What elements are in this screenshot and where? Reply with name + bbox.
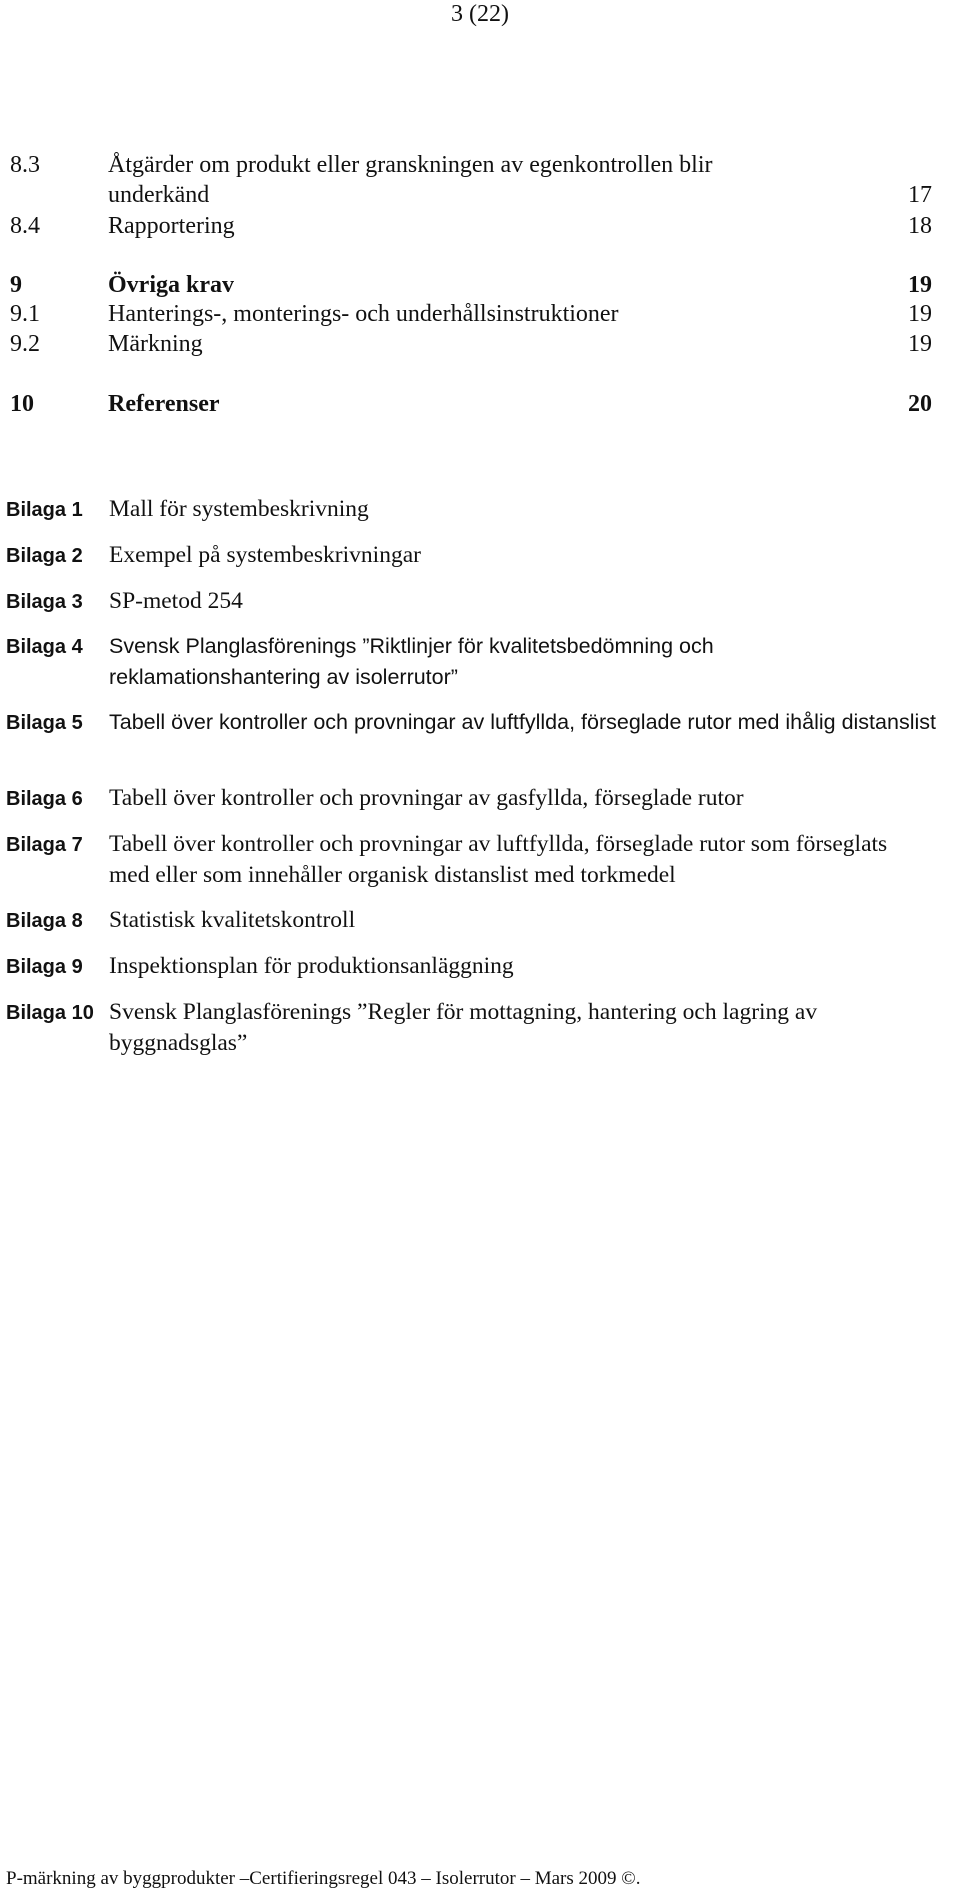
- appendix-text: Tabell över kontroller och provningar av gasfyllda, förseglade rutor: [109, 785, 744, 811]
- toc-page: 17: [908, 182, 932, 208]
- appendix-text: Svensk Planglasförenings ”Riktlinjer för kvalitetsbedömning och reklamationshantering av isolerrutor”: [109, 634, 714, 689]
- toc-title: Åtgärder om produkt eller granskningen av egenkontrollen blir underkänd: [108, 152, 713, 208]
- toc-number: 8.3: [10, 152, 40, 178]
- toc-number: 9: [10, 272, 22, 298]
- toc-title: Övriga krav: [108, 272, 234, 298]
- toc-number: 10: [10, 391, 34, 417]
- appendix-label: Bilaga 1: [6, 499, 83, 521]
- appendix-label: Bilaga 9: [6, 956, 83, 978]
- page-number: 3 (22): [451, 1, 509, 27]
- appendix-text: Tabell över kontroller och provningar av luftfyllda, förseglade rutor som förseglats med eller som innehåller organisk distanslist med torkmedel: [109, 831, 888, 888]
- appendix-label: Bilaga 2: [6, 545, 83, 567]
- appendix-label: Bilaga 8: [6, 910, 83, 932]
- toc-page: 19: [908, 272, 932, 298]
- appendix-text: Statistisk kvalitetskontroll: [109, 907, 356, 933]
- toc-page: 18: [908, 213, 932, 239]
- appendix-text: Mall för systembeskrivning: [109, 496, 369, 522]
- toc-number: 9.1: [10, 301, 40, 327]
- toc-title: Hanterings-, monterings- och underhållsinstruktioner: [108, 301, 619, 327]
- toc-number: 8.4: [10, 213, 40, 239]
- toc-title: Märkning: [108, 331, 203, 357]
- appendix-label: Bilaga 3: [6, 591, 83, 613]
- appendix-label: Bilaga 6: [6, 788, 83, 810]
- appendix-label: Bilaga 7: [6, 834, 83, 856]
- toc-title: Rapportering: [108, 213, 235, 239]
- appendix-text: Exempel på systembeskrivningar: [109, 542, 421, 568]
- page-footer: P-märkning av byggprodukter –Certifieringsregel 043 – Isolerrutor – Mars 2009 ©.: [6, 1868, 641, 1889]
- appendix-text: Inspektionsplan för produktionsanläggning: [109, 953, 514, 979]
- appendix-label: Bilaga 4: [6, 636, 83, 658]
- toc-page: 19: [908, 301, 932, 327]
- appendix-label: Bilaga 5: [6, 712, 83, 734]
- toc-page: 19: [908, 331, 932, 357]
- toc-page: 20: [908, 391, 932, 417]
- toc-number: 9.2: [10, 331, 40, 357]
- appendix-text: SP-metod 254: [109, 588, 243, 614]
- appendix-text: Tabell över kontroller och provningar av luftfyllda, förseglade rutor med ihålig distanslist: [109, 710, 936, 734]
- appendix-label: Bilaga 10: [6, 1002, 94, 1024]
- toc-title: Referenser: [108, 391, 220, 417]
- appendix-text: Svensk Planglasförenings ”Regler för mottagning, hantering och lagring av byggnadsglas”: [109, 999, 818, 1056]
